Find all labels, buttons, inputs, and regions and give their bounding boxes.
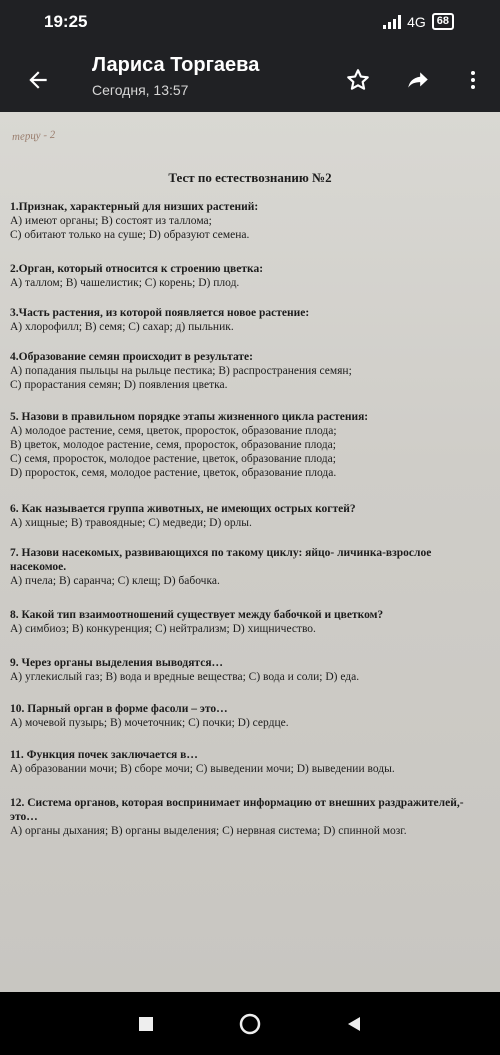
app-bar: [0, 48, 500, 112]
status-bar: [0, 0, 500, 48]
answer-line: В) цветок, молодое растение, семя, проросток, образование плода;: [10, 439, 336, 451]
message-timestamp: Сегодня, 13:57: [92, 82, 189, 98]
question-2: [10, 262, 490, 290]
square-icon: [138, 1016, 154, 1032]
question-12: [10, 796, 490, 838]
question-text: 10. Парный орган в форме фасоли – это…: [10, 703, 228, 715]
question-4: [10, 350, 490, 392]
question-text: 5. Назови в правильном порядке этапы жизненного цикла растения:: [10, 411, 369, 423]
home-button[interactable]: [238, 1012, 262, 1036]
question-text: 3.Часть растения, из которой появляется новое растение:: [10, 307, 310, 319]
question-text: 9. Через органы выделения выводятся…: [10, 657, 224, 669]
share-icon: [405, 67, 431, 93]
answer-line: D) проросток, семя, молодое растение, цветок, образование плода.: [10, 467, 337, 479]
question-5: [10, 410, 490, 480]
question-1: [10, 200, 490, 242]
question-7: [10, 546, 490, 588]
recent-apps-button[interactable]: [134, 1012, 158, 1036]
answer-line: С) прорастания семян; D) появления цветка.: [10, 379, 228, 391]
answer-line: А) попадания пыльцы на рыльце пестика; В) распространения семян;: [10, 365, 352, 377]
answer-line: А) образовании мочи; В) сборе мочи; С) выведении мочи; D) выведении воды.: [10, 763, 395, 775]
circle-icon: [239, 1013, 261, 1035]
document-photo: [0, 112, 500, 992]
answer-line: А) симбиоз; В) конкуренция; С) нейтрализм; D) хищничество.: [10, 623, 316, 635]
question-text: 6. Как называется группа животных, не имеющих острых когтей?: [10, 503, 356, 515]
answer-line: А) хищные; В) травоядные; С) медведи; D) орлы.: [10, 517, 252, 529]
back-button[interactable]: [20, 62, 56, 98]
question-text: 11. Функция почек заключается в…: [10, 749, 198, 761]
more-vert-icon: [461, 68, 485, 92]
question-8: [10, 608, 490, 636]
handwritten-note: терцу - 2: [11, 128, 56, 144]
triangle-icon: [345, 1015, 363, 1033]
status-time: 19:25: [44, 12, 88, 31]
signal-icon: [383, 15, 401, 29]
question-text: 8. Какой тип взаимоотношений существует между бабочкой и цветком?: [10, 609, 384, 621]
answer-line: А) таллом; В) чашелистик; С) корень; D) плод.: [10, 277, 240, 289]
question-text: 12. Система органов, которая воспринимает информацию от внешних раздражителей,-это…: [10, 797, 464, 823]
answer-line: А) органы дыхания; В) органы выделения; С) нервная система; D) спинной мозг.: [10, 825, 407, 837]
system-nav-bar: [0, 992, 500, 1055]
question-3: [10, 306, 490, 334]
question-text: 1.Признак, характерный для низших растений:: [10, 201, 259, 213]
photo-viewer[interactable]: [0, 112, 500, 992]
contact-name: Лариса Торгаева: [92, 54, 260, 76]
test-title: Тест по естествознанию №2: [168, 170, 332, 185]
star-button[interactable]: [340, 62, 376, 98]
nav-back-button[interactable]: [342, 1012, 366, 1036]
answer-line: А) мочевой пузырь; В) мочеточник; С) почки; D) сердце.: [10, 717, 289, 729]
question-text: 7. Назови насекомых, развивающихся по такому циклу: яйцо- личинка-взрослое насекомое.: [10, 547, 432, 573]
question-6: [10, 502, 490, 530]
question-11: [10, 748, 490, 776]
answer-line: А) пчела; В) саранча; С) клещ; D) бабочка.: [10, 575, 220, 587]
share-button[interactable]: [400, 62, 436, 98]
question-10: [10, 702, 490, 730]
star-icon: [345, 67, 371, 93]
network-label: 4G: [407, 13, 426, 30]
battery-icon: 68: [432, 13, 454, 30]
question-text: 2.Орган, который относится к строению цветка:: [10, 263, 264, 275]
answer-line: С) семя, проросток, молодое растение, цветок, образование плода;: [10, 453, 336, 465]
status-icons: [383, 13, 454, 30]
more-options-button[interactable]: [455, 62, 491, 98]
answer-line: А) имеют органы; В) состоят из таллома;: [10, 215, 212, 227]
answer-line: А) углекислый газ; В) вода и вредные вещества; С) вода и соли; D) еда.: [10, 671, 360, 683]
answer-line: С) обитают только на суше; D) образуют семена.: [10, 229, 250, 241]
answer-line: А) хлорофилл; В) семя; С) сахар; д) пыльник.: [10, 321, 234, 333]
question-text: 4.Образование семян происходит в результате:: [10, 351, 253, 363]
arrow-left-icon: [25, 67, 51, 93]
question-9: [10, 656, 490, 684]
answer-line: А) молодое растение, семя, цветок, проросток, образование плода;: [10, 425, 337, 437]
